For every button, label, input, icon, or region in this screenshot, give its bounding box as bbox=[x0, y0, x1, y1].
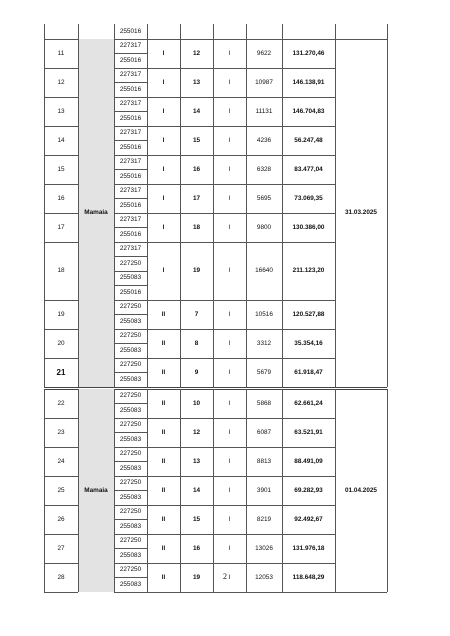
code-cell: 255083 bbox=[119, 522, 142, 530]
roman-numeral: II bbox=[161, 457, 166, 465]
lot-number: 17 bbox=[192, 194, 201, 202]
row-number: 14 bbox=[57, 136, 65, 144]
small-roman: I bbox=[228, 486, 231, 494]
quantity-cell: 3312 bbox=[256, 339, 272, 347]
lot-number: 13 bbox=[192, 78, 201, 86]
quantity-cell: 8219 bbox=[256, 515, 272, 523]
quantity-cell: 10516 bbox=[255, 310, 273, 318]
row-number: 11 bbox=[57, 49, 65, 57]
lot-number: 10 bbox=[192, 399, 201, 407]
row-number: 12 bbox=[57, 78, 65, 86]
code-cell: 227317 bbox=[119, 158, 142, 166]
roman-numeral: II bbox=[161, 544, 166, 552]
code-cell: 255083 bbox=[119, 274, 142, 282]
small-roman: I bbox=[228, 107, 231, 115]
code-cell: 255083 bbox=[119, 493, 142, 501]
code-cell: 227250 bbox=[119, 332, 142, 340]
quantity-cell: 10987 bbox=[255, 78, 273, 86]
roman-numeral: II bbox=[161, 573, 166, 581]
amount-cell: 63.521,91 bbox=[294, 428, 323, 436]
quantity-cell: 16640 bbox=[255, 267, 273, 274]
code-cell: 255016 bbox=[119, 230, 142, 238]
lot-number: 14 bbox=[192, 107, 201, 115]
code-cell: 227250 bbox=[119, 421, 142, 429]
lot-number: 19 bbox=[192, 267, 201, 274]
amount-cell: 131.976,18 bbox=[292, 544, 325, 552]
roman-numeral: I bbox=[162, 49, 165, 57]
lot-number: 9 bbox=[194, 368, 199, 376]
roman-numeral: II bbox=[161, 310, 166, 318]
small-roman: I bbox=[228, 339, 231, 347]
roman-numeral: II bbox=[161, 399, 166, 407]
code-cell: 255016 bbox=[119, 172, 142, 180]
date-cell: 31.03.2025 bbox=[345, 209, 377, 216]
small-roman: I bbox=[228, 267, 231, 274]
quantity-cell: 3901 bbox=[256, 486, 272, 494]
row-number: 15 bbox=[57, 165, 65, 173]
code-cell: 255016 bbox=[119, 201, 142, 209]
small-roman: I bbox=[228, 368, 231, 376]
row-number: 25 bbox=[57, 486, 65, 494]
code-cell: 227317 bbox=[119, 100, 142, 108]
roman-numeral: II bbox=[161, 486, 166, 494]
roman-numeral: II bbox=[161, 368, 166, 376]
row-number: 18 bbox=[57, 267, 65, 274]
small-roman: I bbox=[228, 49, 231, 57]
lot-number: 7 bbox=[194, 310, 199, 318]
lot-number: 13 bbox=[192, 457, 201, 465]
amount-cell: 92.492,67 bbox=[294, 515, 323, 523]
row-number: 21 bbox=[56, 367, 66, 377]
row-number: 13 bbox=[57, 107, 65, 115]
row-number: 27 bbox=[57, 544, 65, 552]
code-cell: 255083 bbox=[119, 406, 142, 414]
amount-cell: 69.282,93 bbox=[294, 486, 323, 494]
quantity-cell: 11131 bbox=[255, 107, 273, 115]
amount-cell: 118.648,29 bbox=[292, 573, 325, 581]
small-roman: I bbox=[228, 165, 231, 173]
quantity-cell: 5679 bbox=[256, 368, 272, 376]
roman-numeral: II bbox=[161, 428, 166, 436]
code-cell: 227317 bbox=[119, 42, 142, 50]
code-cell: 255083 bbox=[119, 551, 142, 559]
lot-number: 14 bbox=[192, 486, 201, 494]
code-cell: 227250 bbox=[119, 537, 142, 545]
lot-number: 15 bbox=[192, 515, 201, 523]
small-roman: I bbox=[228, 399, 231, 407]
quantity-cell: 5695 bbox=[256, 194, 272, 202]
roman-numeral: I bbox=[162, 194, 165, 202]
small-roman: I bbox=[228, 573, 231, 581]
quantity-cell: 9622 bbox=[256, 49, 272, 57]
quantity-cell: 13026 bbox=[255, 544, 273, 552]
small-roman: I bbox=[228, 78, 231, 86]
row-number: 19 bbox=[57, 310, 65, 318]
lot-number: 16 bbox=[192, 165, 201, 173]
code-cell: 227250 bbox=[119, 479, 142, 487]
amount-cell: 73.069,35 bbox=[294, 194, 323, 202]
amount-cell: 146.138,91 bbox=[292, 78, 325, 86]
roman-numeral: I bbox=[162, 165, 165, 173]
code-cell: 227317 bbox=[119, 71, 142, 79]
small-roman: I bbox=[228, 428, 231, 436]
quantity-cell: 12053 bbox=[255, 573, 273, 581]
code-cell: 227317 bbox=[119, 187, 142, 195]
amount-cell: 130.386,00 bbox=[292, 223, 325, 231]
small-roman: I bbox=[228, 223, 231, 231]
small-roman: I bbox=[228, 310, 231, 318]
small-roman: I bbox=[228, 136, 231, 144]
lot-number: 12 bbox=[192, 428, 201, 436]
code-cell: 227317 bbox=[119, 129, 142, 137]
roman-numeral: I bbox=[162, 223, 165, 231]
roman-numeral: I bbox=[162, 78, 165, 86]
row-number: 24 bbox=[57, 457, 65, 465]
code-cell: 227250 bbox=[119, 508, 142, 516]
row-number: 26 bbox=[57, 515, 65, 523]
roman-numeral: I bbox=[162, 267, 165, 274]
code-cell: 227317 bbox=[119, 245, 142, 253]
row-number: 28 bbox=[57, 573, 65, 581]
code-cell: 227250 bbox=[119, 392, 142, 400]
code-cell: 255016 bbox=[119, 143, 142, 151]
code-cell: 255083 bbox=[119, 346, 142, 354]
code-cell: 227250 bbox=[119, 303, 142, 311]
roman-numeral: I bbox=[162, 136, 165, 144]
quantity-cell: 9800 bbox=[256, 223, 272, 231]
code-cell: 255016 bbox=[119, 288, 142, 296]
lot-number: 15 bbox=[192, 136, 201, 144]
code-cell: 255016 bbox=[119, 85, 142, 93]
row-number: 20 bbox=[57, 339, 65, 347]
amount-cell: 35.354,16 bbox=[294, 339, 323, 347]
code-cell: 255016 bbox=[119, 27, 142, 35]
code-cell: 227250 bbox=[119, 259, 142, 267]
code-cell: 255083 bbox=[119, 464, 142, 472]
small-roman: I bbox=[228, 544, 231, 552]
quantity-cell: 8813 bbox=[256, 457, 272, 465]
amount-cell: 146.704,83 bbox=[292, 107, 325, 115]
small-roman: I bbox=[228, 194, 231, 202]
page-number: 2 bbox=[223, 572, 227, 581]
code-cell: 227250 bbox=[119, 566, 142, 574]
amount-cell: 120.527,88 bbox=[292, 310, 325, 318]
code-cell: 255083 bbox=[119, 580, 142, 588]
quantity-cell: 5868 bbox=[256, 399, 272, 407]
quantity-cell: 4236 bbox=[256, 136, 272, 144]
row-number: 16 bbox=[57, 194, 65, 202]
location-cell: Mamaia bbox=[78, 39, 114, 387]
row-number: 23 bbox=[57, 428, 65, 436]
code-cell: 227317 bbox=[119, 216, 142, 224]
amount-cell: 131.270,46 bbox=[292, 49, 325, 57]
small-roman: I bbox=[228, 457, 231, 465]
row-number: 17 bbox=[57, 223, 65, 231]
code-cell: 255083 bbox=[119, 375, 142, 383]
code-cell: 255083 bbox=[119, 435, 142, 443]
amount-cell: 56.247,48 bbox=[294, 136, 323, 144]
code-cell: 227250 bbox=[119, 450, 142, 458]
lot-number: 8 bbox=[194, 339, 199, 347]
roman-numeral: I bbox=[162, 107, 165, 115]
lot-number: 12 bbox=[192, 49, 201, 57]
lot-number: 16 bbox=[192, 544, 201, 552]
lot-number: 19 bbox=[192, 573, 201, 581]
quantity-cell: 6087 bbox=[256, 428, 272, 436]
code-cell: 227250 bbox=[119, 361, 142, 369]
row-number: 22 bbox=[57, 399, 65, 407]
location-cell: Mamaia bbox=[78, 389, 114, 592]
amount-cell: 61.918,47 bbox=[294, 368, 323, 376]
amount-cell: 62.661,24 bbox=[294, 399, 323, 407]
code-cell: 255016 bbox=[119, 114, 142, 122]
quantity-cell: 6328 bbox=[256, 165, 272, 173]
code-cell: 255083 bbox=[119, 317, 142, 325]
lot-number: 18 bbox=[192, 223, 201, 231]
amount-cell: 83.477,04 bbox=[294, 165, 323, 173]
small-roman: I bbox=[228, 515, 231, 523]
roman-numeral: II bbox=[161, 515, 166, 523]
roman-numeral: II bbox=[161, 339, 166, 347]
amount-cell: 211.123,20 bbox=[292, 267, 325, 274]
code-cell: 255016 bbox=[119, 56, 142, 64]
amount-cell: 88.491,09 bbox=[294, 457, 323, 465]
date-cell: 01.04.2025 bbox=[345, 486, 377, 494]
